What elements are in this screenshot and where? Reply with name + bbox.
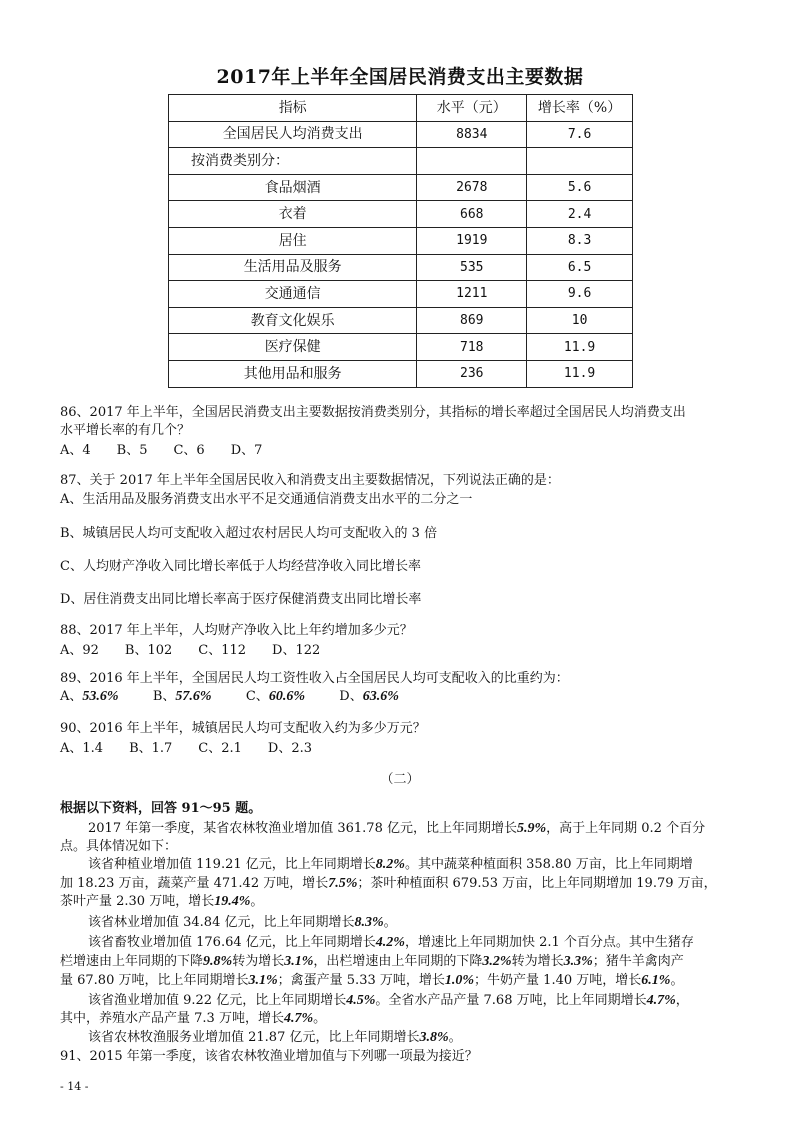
q89-option-c-value: 60.6% (268, 689, 305, 704)
text-segment: 。 (670, 973, 684, 988)
passage-p2-line1 (88, 856, 693, 874)
header-level: 水平（元） (417, 95, 527, 122)
header-indicator: 指标 (169, 95, 417, 122)
header-rate: 增长率（%） (527, 95, 633, 122)
text-segment: 该省农林牧渔服务业增加值 21.87 亿元，比上年同期增长 (88, 1030, 420, 1045)
q87-stem: 87、关于 2017 年上半年全国居民收入和消费支出主要数据情况，下列说法正确的是： (60, 473, 560, 488)
row-label: 教育文化娱乐 (169, 307, 417, 334)
q89-option-a-label: A、 (60, 689, 83, 704)
table-row (169, 360, 633, 387)
percent-value: 4.7% (283, 1011, 314, 1026)
row-level: 1919 (417, 227, 527, 254)
table-row (169, 201, 633, 228)
table-row (169, 307, 633, 334)
row-rate: 5.6 (527, 174, 633, 201)
row-rate: 2.4 (527, 201, 633, 228)
percent-value: 19.4% (214, 894, 251, 909)
text-segment: 转为增长 (232, 954, 285, 969)
group-label: 按消费类别分： (169, 148, 417, 175)
row-level: 1211 (417, 281, 527, 308)
text-segment: 。 (448, 1030, 462, 1045)
table-row (169, 334, 633, 361)
q89-stem: 89、2016 年上半年，全国居民人均工资性收入占全国居民人均可支配收入的比重约为： (60, 671, 569, 686)
q86-stem-line2: 水平增长率的有几个？ (60, 423, 191, 438)
row-level: 668 (417, 201, 527, 228)
text-segment: 加 18.23 万亩，蔬菜产量 471.42 万吨，增长 (60, 876, 329, 891)
row-label: 衣着 (169, 201, 417, 228)
row-rate: 11.9 (527, 334, 633, 361)
row-label: 医疗保健 (169, 334, 417, 361)
text-segment: ，高于上年同期 0.2 个百分 (546, 821, 706, 836)
text-segment: ；猪牛羊禽肉产 (592, 954, 684, 969)
row-level: 8834 (417, 121, 527, 148)
row-label: 居住 (169, 227, 417, 254)
row-rate: 8.3 (527, 227, 633, 254)
q90-options: A、1.4 B、1.7 C、2.1 D、2.3 (60, 741, 313, 756)
percent-value: 3.2% (482, 954, 512, 969)
q90-stem: 90、2016 年上半年，城镇居民人均可支配收入约为多少万元？ (60, 721, 426, 736)
passage-p2-line2 (60, 875, 717, 893)
text-segment: ，增速比上年同期加快 2.1 个百分点。其中生猪存 (404, 935, 694, 950)
passage-p3 (88, 914, 397, 932)
q88-stem: 88、2017 年上半年，人均财产净收入比上年约增加多少元？ (60, 623, 413, 638)
text-segment: 茶叶产量 2.30 万吨，增长 (60, 894, 215, 909)
percent-value: 9.8% (203, 954, 233, 969)
consumption-table (168, 94, 633, 388)
percent-value: 4.5% (346, 993, 376, 1008)
percent-value: 1.0% (444, 973, 475, 988)
passage-p4-line3 (60, 972, 683, 990)
percent-value: 5.9% (516, 821, 547, 836)
percent-value: 6.1% (641, 973, 671, 988)
passage-p2-line3 (60, 893, 263, 911)
table-title: 2017年上半年全国居民消费支出主要数据 (216, 66, 584, 88)
text-segment: 。 (313, 1011, 327, 1026)
table-row (169, 254, 633, 281)
row-label: 全国居民人均消费支出 (169, 121, 417, 148)
text-segment: 该省畜牧业增加值 176.64 亿元，比上年同期增长 (88, 935, 376, 950)
row-label: 其他用品和服务 (169, 360, 417, 387)
q87-option-d: D、居住消费支出同比增长率高于医疗保健消费支出同比增长率 (60, 592, 422, 607)
section-intro: 根据以下资料，回答 91～95 题。 (60, 801, 262, 816)
q91-stem: 91、2015 年第一季度，该省农林牧渔业增加值与下列哪一项最为接近？ (60, 1049, 478, 1064)
row-level: 2678 (417, 174, 527, 201)
text-segment: 量 67.80 万吨，比上年同期增长 (60, 973, 249, 988)
table-row (169, 281, 633, 308)
table-row (169, 174, 633, 201)
table-row (169, 227, 633, 254)
q89-options (60, 688, 399, 706)
text-segment: 该省林业增加值 34.84 亿元，比上年同期增长 (88, 915, 355, 930)
text-segment: 。 (250, 894, 264, 909)
passage-p5-line2 (60, 1010, 326, 1028)
text-segment: 。 (383, 915, 397, 930)
row-level: 869 (417, 307, 527, 334)
text-segment: 该省种植业增加值 119.21 亿元，比上年同期增长 (88, 857, 376, 872)
text-segment: ；禽蛋产量 5.33 万吨，增长 (277, 973, 445, 988)
percent-value: 4.2% (375, 935, 405, 950)
passage-p4-line2 (60, 953, 684, 971)
empty-cell (417, 148, 527, 175)
q86-stem-line1: 86、2017 年上半年，全国居民消费支出主要数据按消费类别分，其指标的增长率超过全国居民人均消费支出 (60, 405, 686, 420)
text-segment: ，出栏增速由上年同期的下降 (313, 954, 483, 969)
text-segment: 。其中蔬菜种植面积 358.80 万亩，比上年同期增 (404, 857, 693, 872)
table-header-row (169, 95, 633, 122)
page-number: - 14 - (60, 1080, 89, 1093)
q87-option-a: A、生活用品及服务消费支出水平不足交通通信消费支出水平的二分之一 (60, 492, 473, 507)
text-segment: ；茶叶种植面积 679.53 万亩，比上年同期增加 19.79 万亩， (357, 876, 717, 891)
text-segment: 。全省水产品产量 7.68 万吨，比上年同期增长 (375, 993, 647, 1008)
percent-value: 3.1% (248, 973, 278, 988)
text-segment: 栏增速由上年同期的下降 (60, 954, 204, 969)
q89-option-d-value: 63.6% (362, 689, 399, 704)
text-segment: ；牛奶产量 1.40 万吨，增长 (474, 973, 642, 988)
row-level: 718 (417, 334, 527, 361)
row-level: 535 (417, 254, 527, 281)
section-heading: （二） (380, 772, 420, 787)
percent-value: 7.5% (328, 876, 358, 891)
row-rate: 10 (527, 307, 633, 334)
q89-option-d-label: D、 (339, 689, 363, 704)
percent-value: 8.2% (375, 857, 405, 872)
q87-option-b: B、城镇居民人均可支配收入超过农村居民人均可支配收入的 3 倍 (60, 526, 438, 541)
table-row (169, 148, 633, 175)
row-rate: 7.6 (527, 121, 633, 148)
passage-p6 (88, 1029, 462, 1047)
row-label: 食品烟酒 (169, 174, 417, 201)
passage-p1-line2: 点。具体情况如下： (60, 839, 178, 854)
percent-value: 4.7% (646, 993, 676, 1008)
q86-options: A、4 B、5 C、6 D、7 (60, 443, 263, 458)
table-row (169, 121, 633, 148)
text-segment: 2017 年第一季度，某省农林牧渔业增加值 361.78 亿元，比上年同期增长 (88, 821, 517, 836)
percent-value: 8.3% (354, 915, 384, 930)
q89-option-b-value: 57.6% (175, 689, 212, 704)
row-rate: 9.6 (527, 281, 633, 308)
passage-p1-line1 (88, 820, 705, 838)
row-level: 236 (417, 360, 527, 387)
row-label: 生活用品及服务 (169, 254, 417, 281)
text-segment: 其中，养殖水产品产量 7.3 万吨，增长 (60, 1011, 284, 1026)
q89-option-a-value: 53.6% (82, 689, 119, 704)
text-segment: 转为增长 (511, 954, 564, 969)
q87-option-c: C、人均财产净收入同比增长率低于人均经营净收入同比增长率 (60, 559, 421, 574)
row-rate: 6.5 (527, 254, 633, 281)
percent-value: 3.3% (563, 954, 593, 969)
q89-option-b-label: B、 (152, 689, 176, 704)
q89-option-c-label: C、 (245, 689, 269, 704)
passage-p5-line1 (88, 992, 689, 1010)
percent-value: 3.1% (284, 954, 314, 969)
text-segment: 该省渔业增加值 9.22 亿元，比上年同期增长 (88, 993, 347, 1008)
row-label: 交通通信 (169, 281, 417, 308)
text-segment: ， (675, 993, 689, 1008)
row-rate: 11.9 (527, 360, 633, 387)
empty-cell (527, 148, 633, 175)
percent-value: 3.8% (419, 1030, 449, 1045)
passage-p4-line1 (88, 934, 694, 952)
q88-options: A、92 B、102 C、112 D、122 (60, 643, 321, 658)
